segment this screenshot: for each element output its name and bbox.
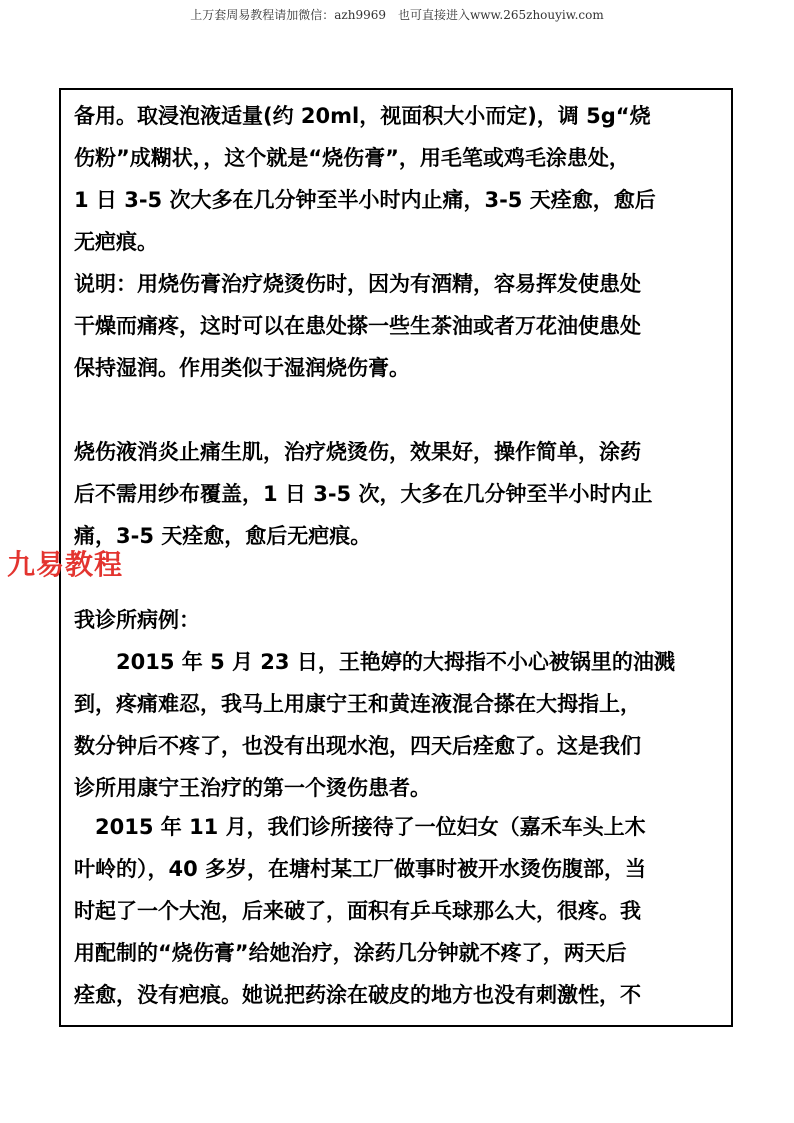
text-line: 痊愈，没有疤痕。她说把药涂在破皮的地方也没有刺激性，不 <box>74 983 641 1007</box>
text-line: 1 日 3-5 次大多在几分钟至半小时内止痛，3-5 天痊愈，愈后 <box>74 188 656 212</box>
text-line: 无疤痕。 <box>74 230 158 254</box>
watermark-logo: 九易教程 <box>7 548 124 581</box>
text-line: 到，疼痛难忍，我马上用康宁王和黄连液混合搽在大拇指上， <box>74 692 641 716</box>
text-line: 叶岭的），40 多岁，在塘村某工厂做事时被开水烫伤腹部，当 <box>74 857 647 881</box>
paragraph-note <box>74 263 724 389</box>
text-line: 时起了一个大泡，后来破了，面积有乒乓球那么大，很疼。我 <box>74 899 641 923</box>
text-line: 数分钟后不疼了，也没有出现水泡，四天后痊愈了。这是我们 <box>74 734 641 758</box>
text-line: 2015 年 11 月，我们诊所接待了一位妇女（嘉禾车头上木 <box>74 815 646 839</box>
text-line: 我诊所病例： <box>74 608 200 632</box>
text-line: 干燥而痛疼，这时可以在患处搽一些生茶油或者万花油使患处 <box>74 314 641 338</box>
text-line: 后不需用纱布覆盖，1 日 3-5 次，大多在几分钟至半小时内止 <box>74 482 653 506</box>
paragraph-preparation <box>74 95 724 263</box>
text-line: 痛，3-5 天痊愈，愈后无疤痕。 <box>74 524 372 548</box>
paragraph-case-2 <box>74 806 724 1016</box>
text-line: 备用。取浸泡液适量(约 20ml，视面积大小而定)，调 5g“烧 <box>74 104 651 128</box>
paragraph-case-1 <box>74 599 724 809</box>
text-line: 2015 年 5 月 23 日，王艳婷的大拇指不小心被锅里的油溅 <box>74 650 675 674</box>
paragraph-burn-liquid <box>74 431 724 557</box>
page-header: 上万套周易教程请加微信：azh9969 也可直接进入www.265zhouyiw.com <box>190 8 604 22</box>
text-line: 说明：用烧伤膏治疗烧烫伤时，因为有酒精，容易挥发使患处 <box>74 272 641 296</box>
text-line: 诊所用康宁王治疗的第一个烫伤患者。 <box>74 776 431 800</box>
text-line: 烧伤液消炎止痛生肌，治疗烧烫伤，效果好，操作简单，涂药 <box>74 440 641 464</box>
text-line: 保持湿润。作用类似于湿润烧伤膏。 <box>74 356 410 380</box>
text-line: 用配制的“烧伤膏”给她治疗，涂药几分钟就不疼了，两天后 <box>74 941 627 965</box>
text-line: 伤粉”成糊状，，这个就是“烧伤膏”，用毛笔或鸡毛涂患处， <box>74 146 630 170</box>
